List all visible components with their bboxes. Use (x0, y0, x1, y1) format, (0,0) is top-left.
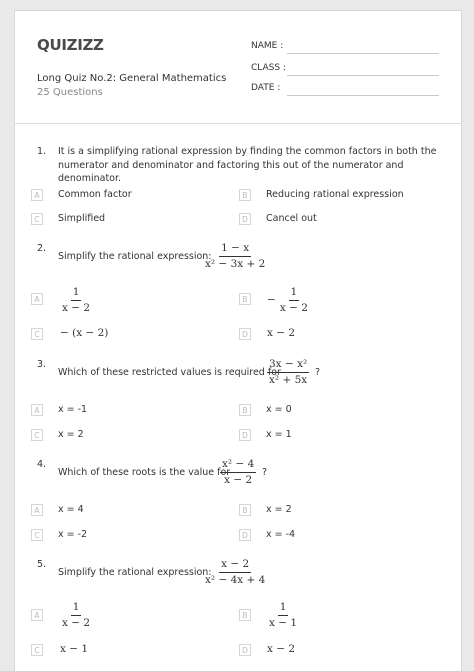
option-d-box[interactable]: D (239, 429, 251, 441)
question-expression (203, 243, 267, 269)
quiz-title: Long Quiz No.2: General Mathematics (37, 73, 227, 84)
option-b-text[interactable]: x = 2 (266, 504, 292, 515)
expr-numerator: x − 2 (219, 559, 251, 573)
question-suffix: ? (262, 467, 268, 478)
expr-numerator: 3x − x² (267, 359, 309, 373)
option-a-text[interactable]: x = 4 (58, 504, 84, 515)
option-denominator: x − 2 (62, 301, 91, 314)
quizizz-logo: QUIZIZZ (37, 36, 104, 54)
option-b-box[interactable]: B (239, 293, 251, 305)
expr-numerator: 1 − x (219, 243, 251, 257)
option-b-box[interactable]: B (239, 189, 251, 201)
option-d-text[interactable]: x − 2 (267, 643, 296, 655)
expr-denominator: x² − 4x + 4 (205, 573, 266, 586)
option-c-text[interactable]: Simplified (58, 213, 106, 224)
question-count: 25 Questions (37, 87, 103, 98)
option-b-fraction[interactable] (267, 602, 299, 628)
question-text: It is a simplifying rational expression by finding the common factors in both the numerator and denominator and factoring this out of the numerator and denominator. (58, 146, 437, 184)
question-number: 5. (37, 559, 47, 570)
question-number: 1. (37, 146, 47, 157)
expr-denominator: x² − 3x + 2 (205, 257, 266, 270)
option-c-text[interactable]: x = 2 (58, 429, 84, 440)
option-c-text[interactable]: x = -2 (58, 529, 88, 540)
option-b-text[interactable]: Reducing rational expression (266, 189, 404, 200)
option-a-box[interactable]: A (31, 293, 43, 305)
expr-numerator: x² − 4 (220, 459, 256, 473)
question-number: 2. (37, 243, 47, 254)
option-a-box[interactable]: A (31, 404, 43, 416)
option-a-box[interactable]: A (31, 504, 43, 516)
date-label: DATE : (251, 83, 281, 93)
header-divider (15, 123, 461, 124)
option-b-box[interactable]: B (239, 609, 251, 621)
option-d-text[interactable]: x = 1 (266, 429, 292, 440)
option-denominator: x − 1 (269, 616, 298, 629)
option-numerator: 1 (278, 602, 289, 616)
option-d-text[interactable]: x − 2 (267, 327, 296, 339)
date-input-line[interactable] (287, 95, 439, 96)
option-denominator: x − 2 (62, 616, 91, 629)
worksheet-page (14, 10, 462, 671)
option-b-box[interactable]: B (239, 404, 251, 416)
expr-denominator: x − 2 (224, 473, 253, 486)
question-text: Simplify the rational expression: (58, 251, 212, 262)
option-numerator: 1 (71, 602, 82, 616)
question-text: Simplify the rational expression: (58, 567, 212, 578)
question-text: Which of these restricted values is required for (58, 367, 281, 378)
option-numerator: 1 (71, 287, 82, 301)
option-b-fraction[interactable] (267, 287, 310, 313)
option-numerator: 1 (289, 287, 300, 301)
option-c-box[interactable]: C (31, 644, 43, 656)
option-sign: − (267, 294, 276, 306)
option-a-text[interactable]: Common factor (58, 189, 132, 200)
class-input-line[interactable] (287, 75, 439, 76)
option-d-box[interactable]: D (239, 644, 251, 656)
question-suffix: ? (315, 367, 321, 378)
expr-denominator: x² + 5x (269, 373, 308, 386)
option-d-box[interactable]: D (239, 529, 251, 541)
option-a-box[interactable]: A (31, 609, 43, 621)
option-c-box[interactable]: C (31, 529, 43, 541)
option-c-box[interactable]: C (31, 429, 43, 441)
question-expression (267, 359, 309, 385)
option-a-box[interactable]: A (31, 189, 43, 201)
option-d-text[interactable]: Cancel out (266, 213, 317, 224)
option-c-box[interactable]: C (31, 213, 43, 225)
option-d-box[interactable]: D (239, 328, 251, 340)
option-a-text[interactable]: x = -1 (58, 404, 88, 415)
question-number: 3. (37, 359, 47, 370)
question-number: 4. (37, 459, 47, 470)
option-c-text[interactable]: − (x − 2) (60, 327, 109, 339)
option-denominator: x − 2 (279, 301, 308, 314)
option-d-box[interactable]: D (239, 213, 251, 225)
name-input-line[interactable] (287, 53, 439, 54)
option-c-box[interactable]: C (31, 328, 43, 340)
class-label: CLASS : (251, 63, 286, 73)
name-label: NAME : (251, 41, 284, 51)
option-a-fraction[interactable] (60, 602, 92, 628)
option-b-box[interactable]: B (239, 504, 251, 516)
question-text: Which of these roots is the value for (58, 467, 231, 478)
option-a-fraction[interactable] (60, 287, 92, 313)
option-b-text[interactable]: x = 0 (266, 404, 292, 415)
question-expression (220, 459, 256, 485)
option-c-text[interactable]: x − 1 (60, 643, 89, 655)
option-d-text[interactable]: x = -4 (266, 529, 296, 540)
question-expression (203, 559, 267, 585)
